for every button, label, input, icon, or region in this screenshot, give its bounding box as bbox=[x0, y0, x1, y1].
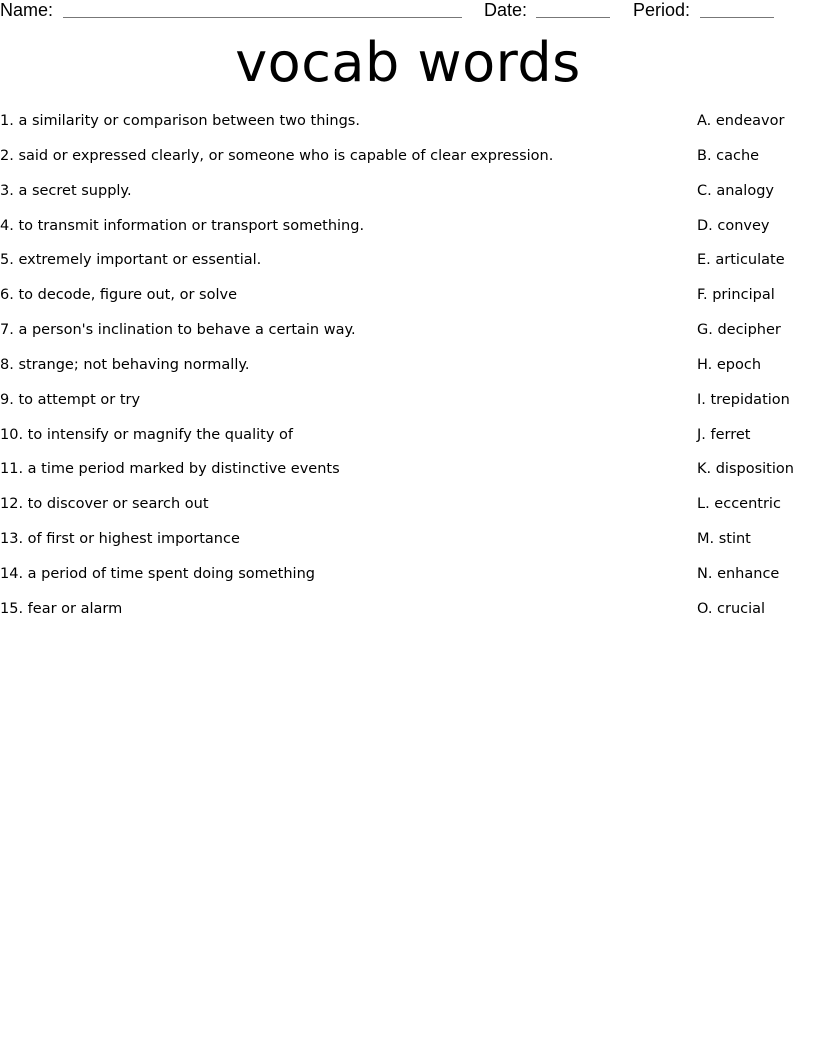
period-label: Period: bbox=[633, 0, 691, 20]
answer-choice: E. articulate bbox=[697, 252, 785, 269]
answer-choice: F. principal bbox=[697, 287, 775, 304]
answer-choice: N. enhance bbox=[697, 565, 780, 582]
definition-text: 3. a secret supply. bbox=[0, 182, 132, 199]
answer-choice: O. crucial bbox=[697, 600, 766, 617]
list-item bbox=[0, 112, 816, 147]
list-item bbox=[0, 495, 816, 530]
list-item bbox=[0, 251, 816, 286]
answer-choice: H. epoch bbox=[697, 356, 762, 373]
answer-choice: C. analogy bbox=[697, 182, 774, 199]
definition-text: 15. fear or alarm bbox=[0, 600, 123, 617]
worksheet-header bbox=[0, 0, 816, 22]
page-title: vocab words bbox=[235, 31, 581, 94]
definition-text: 4. to transmit information or transport something. bbox=[0, 217, 365, 234]
answer-choice: B. cache bbox=[697, 147, 760, 164]
answer-choice: A. endeavor bbox=[697, 113, 785, 129]
list-item bbox=[0, 182, 816, 217]
answer-choice: M. stint bbox=[697, 531, 751, 548]
list-item bbox=[0, 217, 816, 252]
answer-choice: K. disposition bbox=[697, 461, 794, 478]
answer-choice: I. trepidation bbox=[697, 391, 790, 408]
definition-text: 11. a time period marked by distinctive events bbox=[0, 461, 340, 478]
definition-text: 12. to discover or search out bbox=[0, 496, 209, 513]
list-item bbox=[0, 147, 816, 182]
answer-choice: G. decipher bbox=[697, 322, 781, 339]
definition-text: 7. a person's inclination to behave a certain way. bbox=[0, 322, 356, 339]
definition-text: 9. to attempt or try bbox=[0, 391, 141, 408]
list-item bbox=[0, 321, 816, 356]
definition-text: 6. to decode, figure out, or solve bbox=[0, 287, 237, 304]
answer-choice: D. convey bbox=[697, 217, 770, 234]
definition-text: 1. a similarity or comparison between two things. bbox=[0, 113, 360, 129]
list-item bbox=[0, 426, 816, 461]
name-label: Name: bbox=[0, 0, 54, 20]
list-item bbox=[0, 286, 816, 321]
answer-choice: J. ferret bbox=[697, 426, 751, 443]
name-blank[interactable] bbox=[63, 17, 462, 18]
period-blank[interactable] bbox=[700, 17, 774, 18]
date-blank[interactable] bbox=[536, 17, 610, 18]
date-label: Date: bbox=[484, 0, 528, 20]
definition-text: 8. strange; not behaving normally. bbox=[0, 356, 250, 373]
definition-text: 14. a period of time spent doing something bbox=[0, 565, 315, 582]
list-item bbox=[0, 565, 816, 600]
definition-text: 13. of first or highest importance bbox=[0, 531, 240, 548]
definition-text: 2. said or expressed clearly, or someone who is capable of clear expression. bbox=[0, 147, 554, 164]
list-item bbox=[0, 391, 816, 426]
list-item bbox=[0, 530, 816, 565]
list-item bbox=[0, 356, 816, 391]
list-item bbox=[0, 460, 816, 495]
answer-choice: L. eccentric bbox=[697, 496, 781, 513]
matching-list bbox=[0, 112, 816, 635]
definition-text: 10. to intensify or magnify the quality of bbox=[0, 426, 293, 443]
list-item bbox=[0, 600, 816, 635]
definition-text: 5. extremely important or essential. bbox=[0, 252, 262, 269]
